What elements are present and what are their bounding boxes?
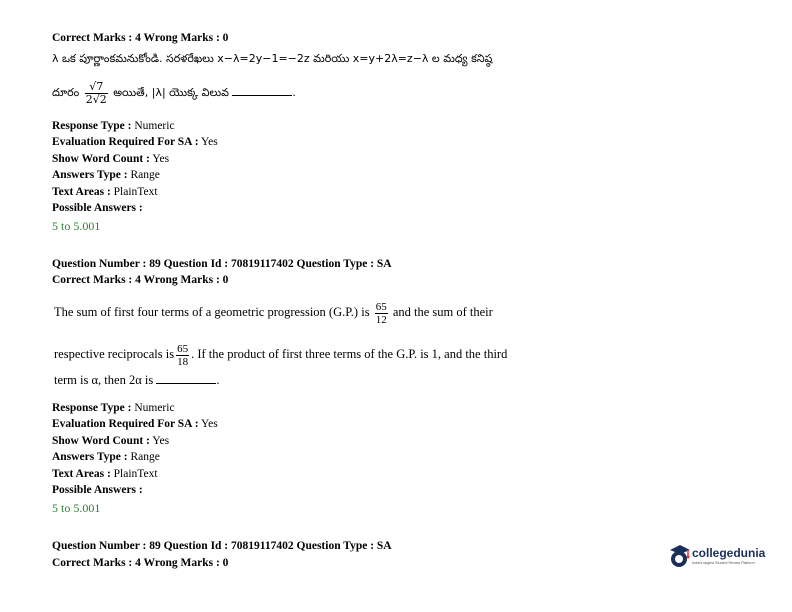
block2-fraction2: $\frac{65}{18}$ [177, 342, 189, 368]
block2-header: Question Number : 89 Question Id : 70819117402 Question Type : SA [52, 258, 392, 270]
block2-marks: Correct Marks : 4 Wrong Marks : 0 [52, 274, 229, 286]
block1-answer-blank [232, 85, 292, 96]
block3-header: Question Number : 89 Question Id : 70819117402 Question Type : SA [52, 540, 392, 552]
block1-frac-num: √7 [85, 81, 108, 94]
block2-meta-row: Evaluation Required For SA : Yes [52, 418, 218, 430]
block2-answer-blank [156, 373, 216, 384]
block3-marks: Correct Marks : 4 Wrong Marks : 0 [52, 557, 229, 569]
block1-q-pre: దూరం [52, 86, 80, 99]
graduate-cap-logo-icon [668, 543, 692, 571]
block1-meta-row: Text Areas : PlainText [52, 186, 158, 198]
block2-meta-row: Possible Answers : [52, 484, 143, 496]
block1-q-end: . [292, 86, 296, 99]
block1-meta-row: Possible Answers : [52, 202, 143, 214]
block2-meta-row: Text Areas : PlainText [52, 468, 158, 480]
collegedunia-logo [668, 538, 778, 578]
block1-meta-row: Show Word Count : Yes [52, 153, 170, 165]
block1-fraction [85, 81, 108, 106]
logo-name: collegedunia [692, 546, 766, 560]
block1-question-line2 [52, 78, 296, 108]
block2-question-line3: term is α, then 2α is . [54, 373, 220, 387]
block1-meta-row: Response Type : Numeric [52, 120, 175, 132]
block2-possible-answer: 5 to 5.001 [52, 501, 101, 515]
block1-meta-row: Evaluation Required For SA : Yes [52, 136, 218, 148]
block2-meta-row: Show Word Count : Yes [52, 435, 170, 447]
block2-fraction1: $\frac{65}{12}$ [375, 300, 387, 326]
block2-meta-row: Answers Type : Range [52, 451, 160, 463]
logo-tagline: India's largest Student Review Platform [692, 561, 755, 565]
block1-marks: Correct Marks : 4 Wrong Marks : 0 [52, 32, 229, 44]
block1-frac-den: 2√2 [85, 92, 107, 106]
block1-question-line1: λ ఒక పూర్ణాంకమనుకోండి. సరళరేఖలు x−λ=2y−1=−2z మరియు x=y+2λ=z−λ ల మధ్య కనిష్ఠ [52, 52, 493, 65]
block2-meta-row: Response Type : Numeric [52, 402, 175, 414]
block2-question-line2: respective reciprocals is $\frac{65}{18}$ . If the product of first three terms of the G.P. is 1, and the third [54, 342, 508, 368]
block2-question-line1: The sum of first four terms of a geometric progression (G.P.) is $\frac{65}{12}$ and the sum of their [54, 300, 493, 326]
block1-meta-row: Answers Type : Range [52, 169, 160, 181]
block1-q-post: అయితే, |λ| యొక్క విలువ [113, 86, 229, 99]
block1-possible-answer: 5 to 5.001 [52, 219, 101, 233]
